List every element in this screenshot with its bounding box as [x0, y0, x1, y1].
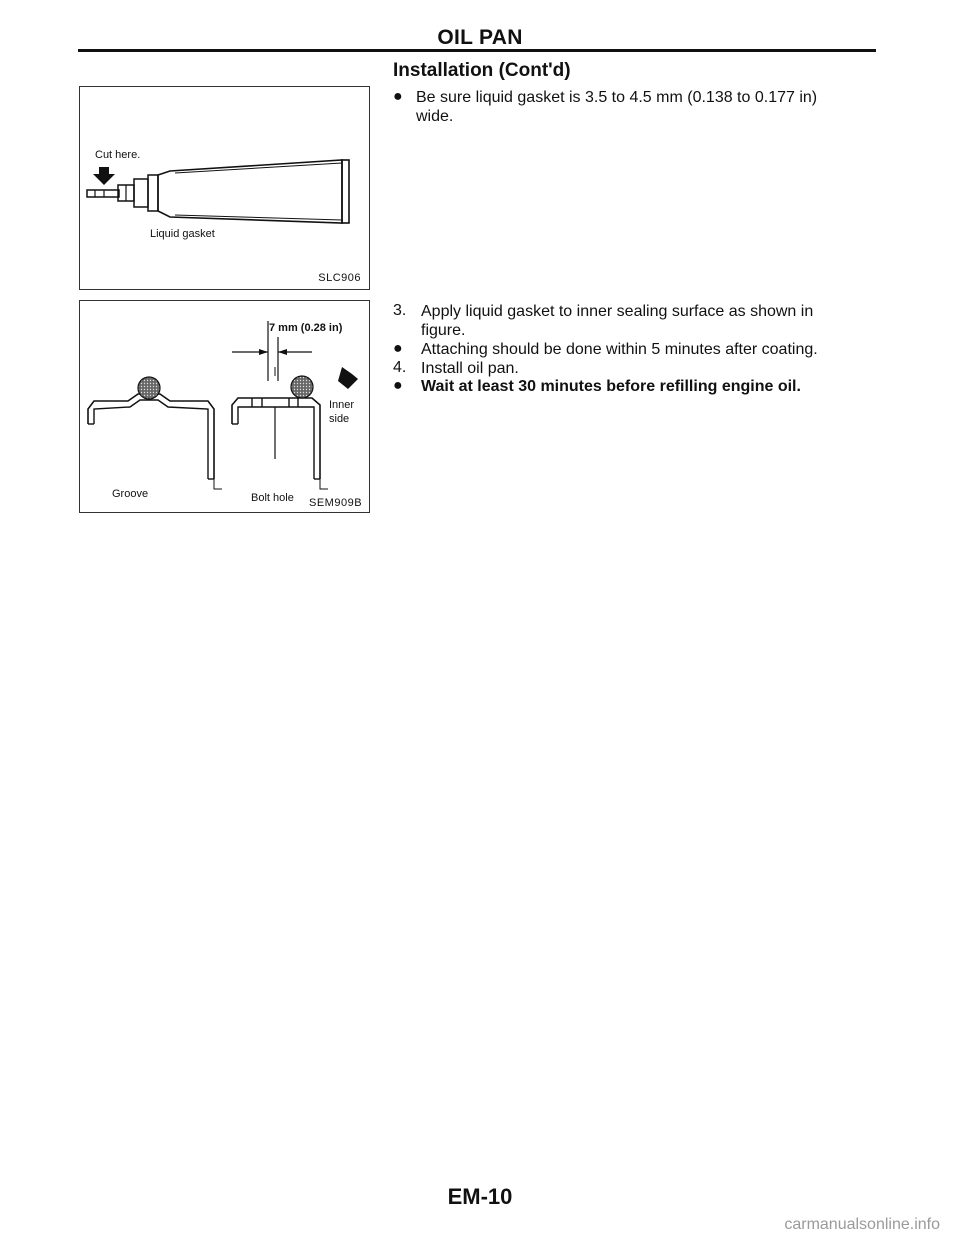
gasket-bead-bolt-hole: [291, 376, 313, 398]
label-liquid-gasket: Liquid gasket: [150, 228, 215, 240]
cut-arrow-icon: [93, 167, 115, 185]
bolt-hole-profile: [232, 398, 320, 479]
step3-number: 3.: [393, 302, 407, 319]
step4-number: 4.: [393, 359, 407, 376]
bullet-marker: ●: [393, 377, 403, 394]
gasket-bead-groove: [138, 377, 160, 399]
label-cut-here: Cut here.: [95, 149, 141, 161]
figure-gasket-bead-placement: [79, 300, 370, 513]
figure-code-sem909b: SEM909B: [309, 497, 363, 509]
step3-line1: Apply liquid gasket to inner sealing surface as shown in: [421, 303, 814, 320]
subsection-title: Installation (Cont'd): [393, 60, 571, 81]
header-rule: [78, 49, 876, 52]
label-groove: Groove: [112, 488, 149, 500]
nozzle-tip: [87, 190, 119, 197]
watermark: carmanualsonline.info: [784, 1216, 940, 1233]
page-number: EM-10: [447, 1184, 513, 1209]
bullet1-line2: wide.: [416, 108, 454, 125]
label-dimension: 7 mm (0.28 in): [269, 322, 343, 334]
label-inner: Inner: [329, 399, 355, 411]
bullet-marker: ●: [393, 340, 403, 357]
section-title: OIL PAN: [437, 26, 523, 49]
label-bolt-hole: Bolt hole: [251, 492, 294, 504]
bullet2-text: Attaching should be done within 5 minutes after coating.: [421, 341, 818, 358]
tube-body: [158, 160, 342, 223]
step3-line2: figure.: [421, 322, 466, 339]
figure-liquid-gasket-tube: [79, 86, 370, 290]
bullet1-line1: Be sure liquid gasket is 3.5 to 4.5 mm (0.138 to 0.177 in): [416, 89, 818, 106]
bullet-marker: ●: [393, 88, 403, 105]
figure-code-slc906: SLC906: [318, 272, 361, 284]
bead-placement-drawing: [80, 301, 369, 512]
tube-crimp: [342, 160, 349, 223]
groove-profile: [88, 394, 214, 479]
tube-shoulder: [148, 175, 158, 211]
step4-text: Install oil pan.: [421, 360, 519, 377]
gasket-tube-drawing: [80, 87, 369, 289]
label-side: side: [329, 413, 350, 425]
inner-side-arrow-icon: [338, 367, 358, 389]
bullet3-text-warning: Wait at least 30 minutes before refilling engine oil.: [421, 378, 801, 395]
tube-cap: [134, 179, 148, 207]
